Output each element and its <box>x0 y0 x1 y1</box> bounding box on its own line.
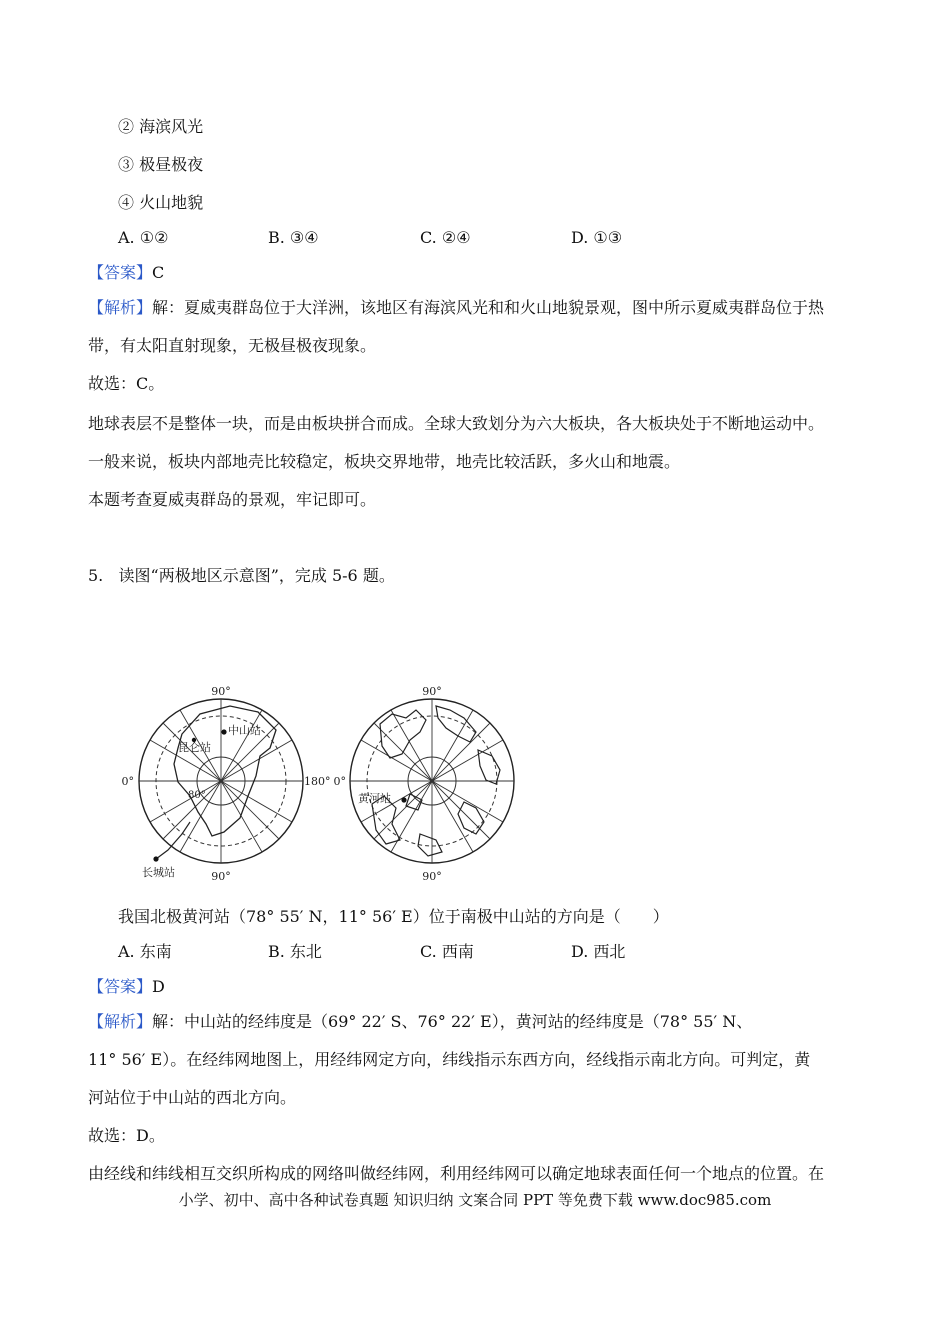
analysis-tag: 【解析】 <box>88 298 153 317</box>
q5-note-line: 由经线和纬线相互交织所构成的网络叫做经纬网，利用经纬网可以确定地球表面任何一个地点的位置。在 <box>88 1164 825 1183</box>
question-text: 我国北极黄河站（78° 55′ N，11° 56′ E）位于南极中山站的方向是（ ） <box>118 907 669 926</box>
note-line-1: 地球表层不是整体一块，而是由板块拼合而成。全球大致划分为六大板块，各大板块处于不断地运动中。 <box>88 414 825 433</box>
page-footer: 小学、初中、高中各种试卷真题 知识归纳 文案合同 PPT 等免费下载 www.doc985.com <box>178 1191 772 1209</box>
q5-choice-c: C. 西南 <box>420 942 474 961</box>
question-stem: 5. 读图“两极地区示意图”，完成 5-6 题。 <box>88 566 395 585</box>
choice-a: A. ①② <box>118 228 169 247</box>
huanghe-station-label: 黄河站 <box>358 792 391 805</box>
south-pole-map <box>122 685 331 883</box>
north-bottom-label: 90° <box>422 870 442 883</box>
q5-analysis-text: 解：中山站的经纬度是（69° 22′ S、76° 22′ E），黄河站的经纬度是（78° 55′ N、 <box>152 1012 753 1031</box>
south-bottom-label: 90° <box>211 870 231 883</box>
q5-analysis-text-3: 河站位于中山站的西北方向。 <box>88 1088 297 1107</box>
analysis-text-cont: 带，有太阳直射现象，无极昼极夜现象。 <box>88 336 377 355</box>
north-top-label: 90° <box>422 685 442 698</box>
q5-choice-b: B. 东北 <box>268 942 322 961</box>
kunlun-station-label: 昆仑站 <box>178 741 211 754</box>
choice-b: B. ③④ <box>268 228 319 247</box>
answer-value: C <box>152 263 165 282</box>
option-item-4: ④ 火山地貌 <box>118 193 204 212</box>
q5-answer-tag: 【答案】 <box>88 977 153 996</box>
q5-answer-value: D <box>152 977 165 996</box>
north-left-label: 0° <box>333 775 346 788</box>
answer-line <box>88 262 164 284</box>
note-line-2: 一般来说，板块内部地壳比较稳定，板块交界地带，地壳比较活跃，多火山和地震。 <box>88 452 681 471</box>
option-item-2: ② 海滨风光 <box>118 117 204 136</box>
q5-choice-d: D. 西北 <box>571 942 626 961</box>
choice-c: C. ②④ <box>420 228 471 247</box>
south-left-label: 0° <box>121 775 134 788</box>
south-top-label: 90° <box>211 685 231 698</box>
q5-analysis-tag: 【解析】 <box>88 1012 153 1031</box>
polar-regions-figure <box>120 684 520 884</box>
zhongshan-station-label: 中山站 <box>228 724 261 737</box>
q5-analysis-text-2: 11° 56′ E）。在经纬网地图上，用经纬网定方向，纬线指示东西方向，经线指示南北方向。可判定，黄 <box>88 1050 811 1069</box>
answer-tag: 【答案】 <box>88 263 153 282</box>
choice-d: D. ①③ <box>571 228 623 247</box>
north-pole-map <box>334 685 515 883</box>
q5-analysis-line <box>88 1011 752 1033</box>
option-item-3: ③ 极昼极夜 <box>118 155 204 174</box>
analysis-text: 解：夏威夷群岛位于大洋洲，该地区有海滨风光和和火山地貌景观，图中所示夏威夷群岛位于热 <box>152 298 825 317</box>
analysis-line <box>88 297 824 319</box>
note-line-3: 本题考查夏威夷群岛的景观，牢记即可。 <box>88 490 377 509</box>
south-right-label: 180° <box>304 775 331 788</box>
q5-choice-line: 故选：D。 <box>88 1126 165 1145</box>
south-lat-label: 80° <box>188 790 206 801</box>
changcheng-station-label: 长城站 <box>142 866 175 879</box>
choice-line: 故选：C。 <box>88 374 165 393</box>
q5-answer-line <box>88 976 165 998</box>
q5-choice-a: A. 东南 <box>118 942 172 961</box>
